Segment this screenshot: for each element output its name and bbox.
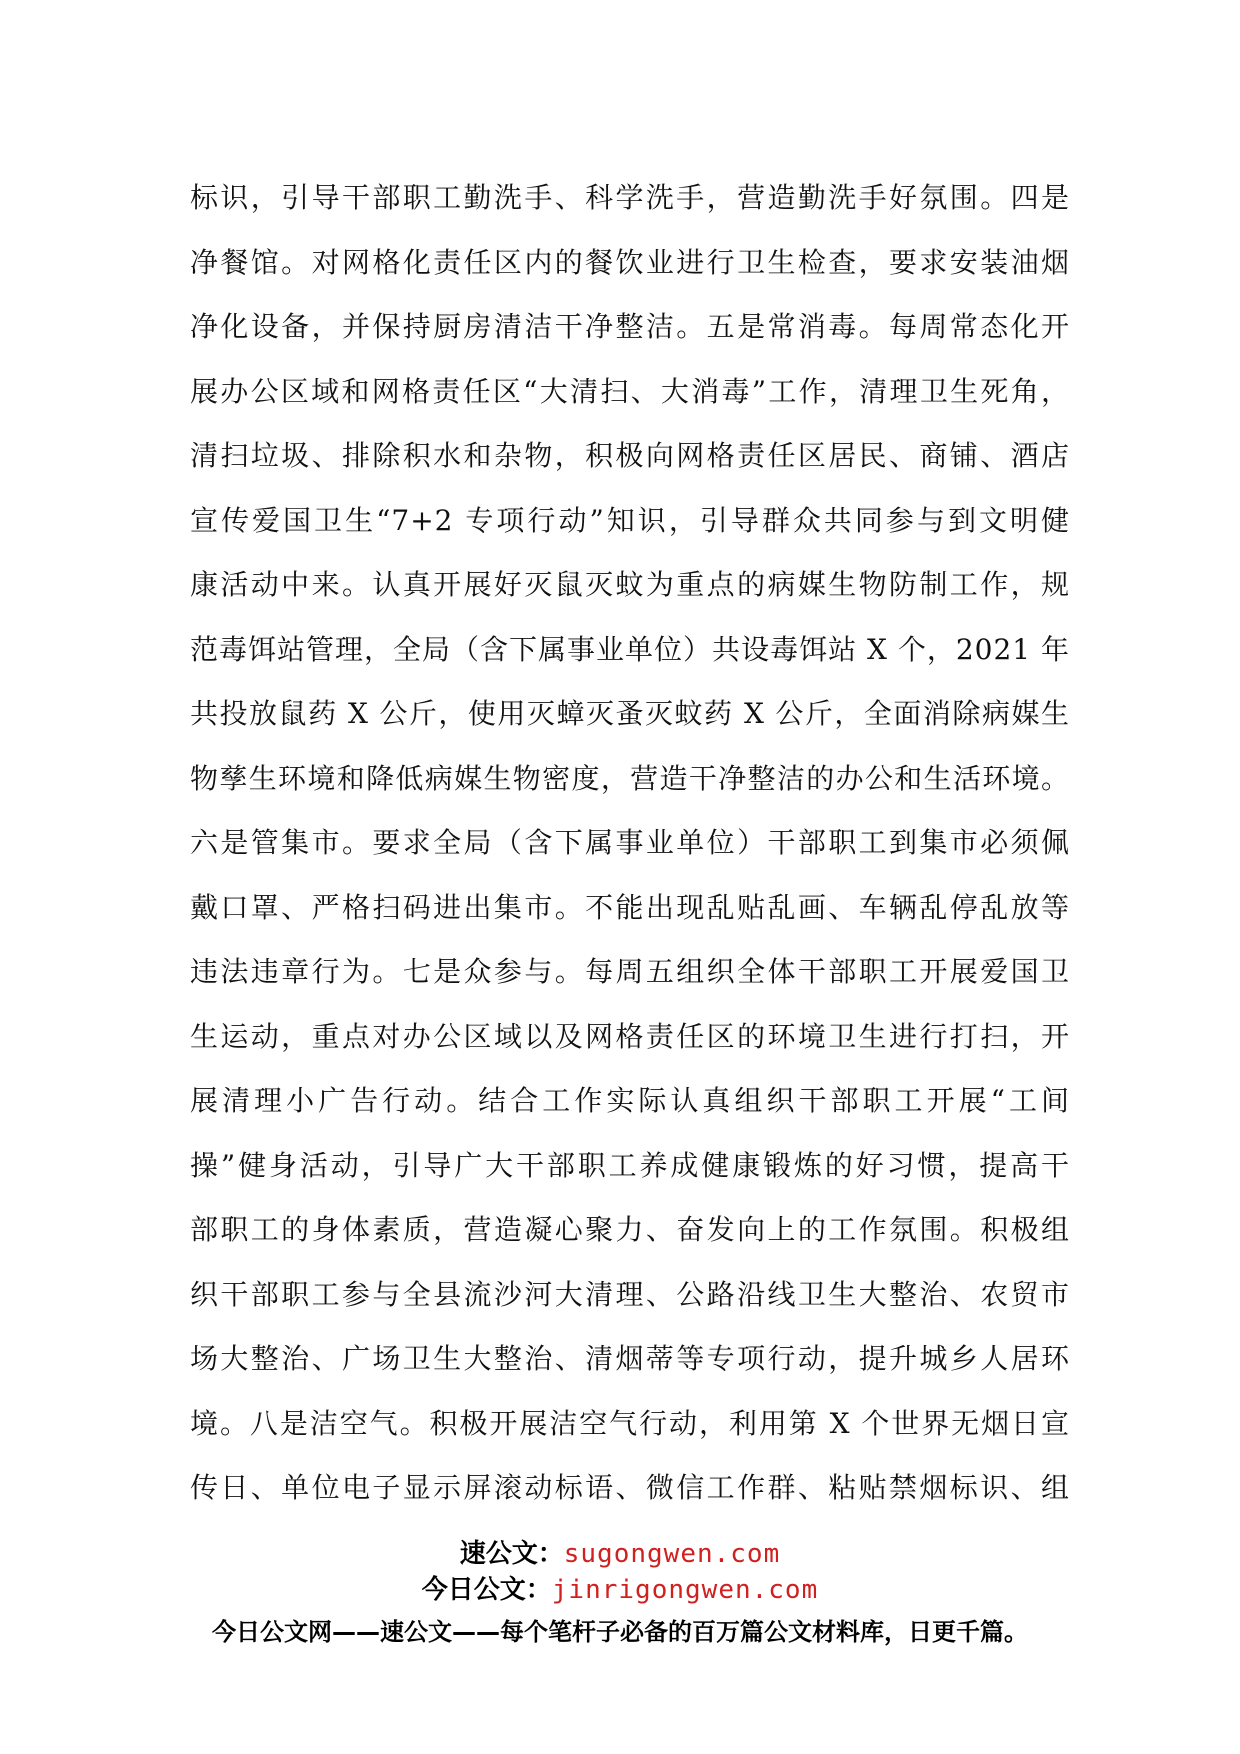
text-line: 操”健身活动，引导广大干部职工养成健康锻炼的好习惯，提高干 [190, 1148, 1070, 1182]
text-line: 康活动中来。认真开展好灭鼠灭蚊为重点的病媒生物防制工作，规 [190, 568, 1070, 601]
text-line: 生运动，重点对办公区域以及网格责任区的环境卫生进行打扫，开 [190, 1019, 1070, 1053]
text-line: 标识，引导干部职工勤洗手、科学洗手，营造勤洗手好氛围。四是 [190, 181, 1070, 214]
text-line: 物孳生环境和降低病媒生物密度，营造干净整洁的办公和生活环境。 [190, 761, 1070, 795]
text-line: 传日、单位电子显示屏滚动标语、微信工作群、粘贴禁烟标识、组 [190, 1471, 1070, 1504]
text-line: 展清理小广告行动。结合工作实际认真组织干部职工开展“工间 [190, 1084, 1070, 1117]
text-line: 清扫垃圾、排除积水和杂物，积极向网格责任区居民、商铺、酒店 [190, 439, 1070, 472]
document-body [190, 166, 1070, 1521]
text-line: 戴口罩、严格扫码进出集市。不能出现乱贴乱画、车辆乱停乱放等 [190, 890, 1070, 924]
footer-sugongwen-label: 速公文： [459, 1539, 564, 1569]
text-line: 净餐馆。对网格化责任区内的餐饮业进行卫生检查，要求安装油烟 [190, 245, 1070, 279]
text-line: 违法违章行为。七是众参与。每周五组织全体干部职工开展爱国卫 [190, 955, 1070, 988]
footer-jinrigongwen-row [0, 1572, 1240, 1608]
footer-sugongwen-link[interactable]: sugongwen.com [563, 1539, 781, 1569]
text-line: 净化设备，并保持厨房清洁干净整洁。五是常消毒。每周常态化开 [190, 310, 1070, 343]
text-line: 境。八是洁空气。积极开展洁空气行动，利用第 X 个世界无烟日宣 [190, 1406, 1070, 1440]
text-line: 织干部职工参与全县流沙河大清理、公路沿线卫生大整治、农贸市 [190, 1277, 1070, 1311]
text-line: 展办公区域和网格责任区“大清扫、大消毒”工作，清理卫生死角， [190, 374, 1070, 408]
footer-sugongwen-row [0, 1536, 1240, 1572]
text-line: 场大整治、广场卫生大整治、清烟蒂等专项行动，提升城乡人居环 [190, 1342, 1070, 1375]
text-line: 共投放鼠药 X 公斤，使用灭蟑灭蚤灭蚊药 X 公斤，全面消除病媒生 [190, 697, 1070, 730]
text-line: 部职工的身体素质，营造凝心聚力、奋发向上的工作氛围。积极组 [190, 1213, 1070, 1246]
footer [0, 1536, 1240, 1652]
text-line: 范毒饵站管理，全局（含下属事业单位）共设毒饵站 X 个，2021 年 [190, 632, 1070, 666]
text-line: 宣传爱国卫生“7+2 专项行动”知识，引导群众共同参与到文明健 [190, 503, 1070, 537]
footer-tagline: 今日公文网——速公文——每个笔杆子必备的百万篇公文材料库，日更千篇。 [212, 1618, 1028, 1646]
footer-jinrigongwen-link[interactable]: jinrigongwen.com [551, 1575, 819, 1605]
text-line: 六是管集市。要求全局（含下属事业单位）干部职工到集市必须佩 [190, 826, 1070, 859]
footer-jinrigongwen-label: 今日公文： [421, 1575, 552, 1605]
